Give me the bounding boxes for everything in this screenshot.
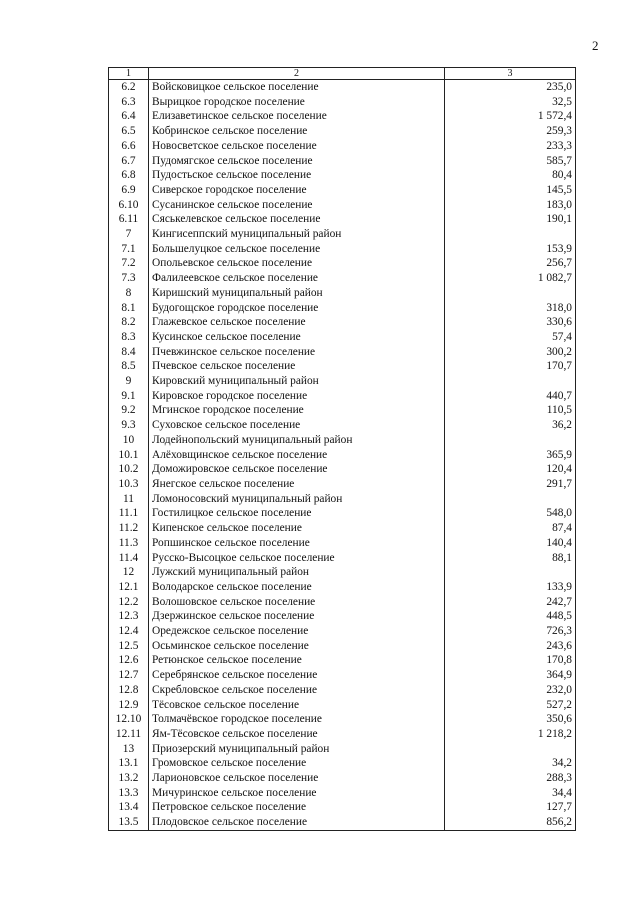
table-row — [109, 315, 576, 330]
row-number: 13.1 — [109, 756, 149, 771]
table-row — [109, 506, 576, 521]
table-row — [109, 227, 576, 242]
settlement-name: Кировское городское поселение — [149, 389, 445, 404]
settlement-name: Ларионовское сельское поселение — [149, 771, 445, 786]
amount-value: 34,2 — [445, 756, 576, 771]
settlement-name: Опольевское сельское поселение — [149, 256, 445, 271]
table-row — [109, 698, 576, 713]
amount-value: 36,2 — [445, 418, 576, 433]
row-number: 10.1 — [109, 448, 149, 463]
amount-value: 140,4 — [445, 536, 576, 551]
amount-value — [445, 433, 576, 448]
settlement-name: Толмачёвское городское поселение — [149, 712, 445, 727]
row-number: 6.2 — [109, 80, 149, 95]
amount-value: 726,3 — [445, 624, 576, 639]
table-row — [109, 580, 576, 595]
row-number: 12.11 — [109, 727, 149, 742]
row-number: 12.9 — [109, 698, 149, 713]
settlement-name: Киришский муниципальный район — [149, 286, 445, 301]
table-row — [109, 433, 576, 448]
table-body — [109, 68, 576, 831]
table-row — [109, 639, 576, 654]
row-number: 12.5 — [109, 639, 149, 654]
row-number: 9 — [109, 374, 149, 389]
settlement-name: Кипенское сельское поселение — [149, 521, 445, 536]
settlement-name: Кингисеппский муниципальный район — [149, 227, 445, 242]
table-row — [109, 683, 576, 698]
amount-value: 32,5 — [445, 95, 576, 110]
settlement-name: Громовское сельское поселение — [149, 756, 445, 771]
row-number: 13.3 — [109, 786, 149, 801]
table-row — [109, 815, 576, 830]
row-number: 11.1 — [109, 506, 149, 521]
table-row — [109, 271, 576, 286]
row-number: 6.10 — [109, 198, 149, 213]
amount-value — [445, 374, 576, 389]
amount-value: 448,5 — [445, 609, 576, 624]
amount-value: 233,3 — [445, 139, 576, 154]
row-number: 13.2 — [109, 771, 149, 786]
amount-value: 153,9 — [445, 242, 576, 257]
row-number: 6.4 — [109, 109, 149, 124]
row-number: 10.3 — [109, 477, 149, 492]
table-row — [109, 256, 576, 271]
settlement-name: Кобринское сельское поселение — [149, 124, 445, 139]
settlement-name: Лужский муниципальный район — [149, 565, 445, 580]
amount-value: 235,0 — [445, 80, 576, 95]
table-row — [109, 154, 576, 169]
amount-value: 300,2 — [445, 345, 576, 360]
row-number: 9.3 — [109, 418, 149, 433]
row-number: 8.5 — [109, 359, 149, 374]
table-row — [109, 624, 576, 639]
settlement-name: Большелуцкое сельское поселение — [149, 242, 445, 257]
amount-value — [445, 565, 576, 580]
settlement-name: Пчевское сельское поселение — [149, 359, 445, 374]
row-number: 6.9 — [109, 183, 149, 198]
row-number: 7 — [109, 227, 149, 242]
table-row — [109, 418, 576, 433]
table-row — [109, 712, 576, 727]
settlement-name: Алёховщинское сельское поселение — [149, 448, 445, 463]
table-row — [109, 551, 576, 566]
row-number: 12.6 — [109, 653, 149, 668]
settlement-name: Новосветское сельское поселение — [149, 139, 445, 154]
table-row — [109, 477, 576, 492]
amount-value — [445, 742, 576, 757]
table-row — [109, 462, 576, 477]
table-row — [109, 80, 576, 95]
amount-value: 34,4 — [445, 786, 576, 801]
settlement-name: Приозерский муниципальный район — [149, 742, 445, 757]
row-number: 12.3 — [109, 609, 149, 624]
table-row — [109, 374, 576, 389]
table-row — [109, 212, 576, 227]
settlement-name: Ям-Тёсовское сельское поселение — [149, 727, 445, 742]
row-number: 13.5 — [109, 815, 149, 830]
row-number: 11.4 — [109, 551, 149, 566]
page-number: 2 — [592, 38, 599, 53]
row-number: 6.7 — [109, 154, 149, 169]
amount-value: 318,0 — [445, 301, 576, 316]
settlement-name: Петровское сельское поселение — [149, 800, 445, 815]
amount-value — [445, 227, 576, 242]
amount-value: 145,5 — [445, 183, 576, 198]
settlement-name: Елизаветинское сельское поселение — [149, 109, 445, 124]
row-number: 12.4 — [109, 624, 149, 639]
settlement-name: Вырицкое городское поселение — [149, 95, 445, 110]
table-row — [109, 536, 576, 551]
amount-value: 259,3 — [445, 124, 576, 139]
settlement-name: Пудомягское сельское поселение — [149, 154, 445, 169]
settlement-name: Лодейнопольский муниципальный район — [149, 433, 445, 448]
settlement-name: Кусинское сельское поселение — [149, 330, 445, 345]
table-header-row — [109, 68, 576, 80]
amount-value: 80,4 — [445, 168, 576, 183]
amount-value: 88,1 — [445, 551, 576, 566]
row-number: 6.6 — [109, 139, 149, 154]
table-row — [109, 109, 576, 124]
table-row — [109, 668, 576, 683]
table-row — [109, 330, 576, 345]
row-number: 11.2 — [109, 521, 149, 536]
settlement-name: Кировский муниципальный район — [149, 374, 445, 389]
amount-value: 256,7 — [445, 256, 576, 271]
table-row — [109, 359, 576, 374]
settlement-name: Скребловское сельское поселение — [149, 683, 445, 698]
amount-value: 170,8 — [445, 653, 576, 668]
settlement-name: Пудостьское сельское поселение — [149, 168, 445, 183]
row-number: 10.2 — [109, 462, 149, 477]
settlement-name: Ропшинское сельское поселение — [149, 536, 445, 551]
table-row — [109, 800, 576, 815]
settlement-name: Плодовское сельское поселение — [149, 815, 445, 830]
amount-value — [445, 492, 576, 507]
settlement-name: Русско-Высоцкое сельское поселение — [149, 551, 445, 566]
amount-value: 440,7 — [445, 389, 576, 404]
table-row — [109, 345, 576, 360]
row-number: 12.8 — [109, 683, 149, 698]
table-row — [109, 786, 576, 801]
row-number: 8.4 — [109, 345, 149, 360]
row-number: 12.2 — [109, 595, 149, 610]
row-number: 8 — [109, 286, 149, 301]
settlement-name: Глажевское сельское поселение — [149, 315, 445, 330]
table-row — [109, 492, 576, 507]
table-row — [109, 727, 576, 742]
table-row — [109, 595, 576, 610]
allocation-table — [108, 67, 576, 831]
amount-value: 183,0 — [445, 198, 576, 213]
settlement-name: Пчевжинское сельское поселение — [149, 345, 445, 360]
settlement-name: Доможировское сельское поселение — [149, 462, 445, 477]
row-number: 6.11 — [109, 212, 149, 227]
table-row — [109, 653, 576, 668]
row-number: 8.3 — [109, 330, 149, 345]
amount-value: 243,6 — [445, 639, 576, 654]
row-number: 9.2 — [109, 403, 149, 418]
settlement-name: Волошовское сельское поселение — [149, 595, 445, 610]
table-row — [109, 403, 576, 418]
table-row — [109, 168, 576, 183]
amount-value: 170,7 — [445, 359, 576, 374]
row-number: 8.2 — [109, 315, 149, 330]
row-number: 6.3 — [109, 95, 149, 110]
amount-value: 133,9 — [445, 580, 576, 595]
table-row — [109, 448, 576, 463]
row-number: 8.1 — [109, 301, 149, 316]
table-row — [109, 242, 576, 257]
amount-value: 364,9 — [445, 668, 576, 683]
amount-value: 87,4 — [445, 521, 576, 536]
table-row — [109, 183, 576, 198]
amount-value: 288,3 — [445, 771, 576, 786]
table-row — [109, 742, 576, 757]
table-row — [109, 609, 576, 624]
settlement-name: Сиверское городское поселение — [149, 183, 445, 198]
settlement-name: Дзержинское сельское поселение — [149, 609, 445, 624]
amount-value: 527,2 — [445, 698, 576, 713]
settlement-name: Володарское сельское поселение — [149, 580, 445, 595]
settlement-name: Войсковицкое сельское поселение — [149, 80, 445, 95]
settlement-name: Мгинское городское поселение — [149, 403, 445, 418]
settlement-name: Ломоносовский муниципальный район — [149, 492, 445, 507]
amount-value: 110,5 — [445, 403, 576, 418]
row-number: 12.1 — [109, 580, 149, 595]
row-number: 11 — [109, 492, 149, 507]
amount-value: 127,7 — [445, 800, 576, 815]
row-number: 6.8 — [109, 168, 149, 183]
table-row — [109, 286, 576, 301]
amount-value: 350,6 — [445, 712, 576, 727]
table-row — [109, 124, 576, 139]
settlement-name: Осьминское сельское поселение — [149, 639, 445, 654]
settlement-name: Гостилицкое сельское поселение — [149, 506, 445, 521]
amount-value: 190,1 — [445, 212, 576, 227]
amount-value: 585,7 — [445, 154, 576, 169]
table-row — [109, 95, 576, 110]
amount-value: 548,0 — [445, 506, 576, 521]
amount-value: 120,4 — [445, 462, 576, 477]
row-number: 13 — [109, 742, 149, 757]
amount-value: 57,4 — [445, 330, 576, 345]
settlement-name: Тёсовское сельское поселение — [149, 698, 445, 713]
amount-value: 1 572,4 — [445, 109, 576, 124]
amount-value: 856,2 — [445, 815, 576, 830]
settlement-name: Янегское сельское поселение — [149, 477, 445, 492]
settlement-name: Фалилеевское сельское поселение — [149, 271, 445, 286]
table-row — [109, 771, 576, 786]
table-row — [109, 139, 576, 154]
amount-value — [445, 286, 576, 301]
row-number: 6.5 — [109, 124, 149, 139]
row-number: 12.10 — [109, 712, 149, 727]
amount-value: 232,0 — [445, 683, 576, 698]
settlement-name: Будогощское городское поселение — [149, 301, 445, 316]
row-number: 7.3 — [109, 271, 149, 286]
settlement-name: Суховское сельское поселение — [149, 418, 445, 433]
amount-value: 330,6 — [445, 315, 576, 330]
settlement-name: Серебрянское сельское поселение — [149, 668, 445, 683]
settlement-name: Сяськелевское сельское поселение — [149, 212, 445, 227]
table-row — [109, 198, 576, 213]
settlement-name: Сусанинское сельское поселение — [149, 198, 445, 213]
header-col-2: 2 — [149, 68, 445, 80]
row-number: 7.2 — [109, 256, 149, 271]
row-number: 9.1 — [109, 389, 149, 404]
table-row — [109, 389, 576, 404]
row-number: 11.3 — [109, 536, 149, 551]
row-number: 13.4 — [109, 800, 149, 815]
amount-value: 291,7 — [445, 477, 576, 492]
row-number: 12.7 — [109, 668, 149, 683]
header-col-1: 1 — [109, 68, 149, 80]
amount-value: 242,7 — [445, 595, 576, 610]
amount-value: 365,9 — [445, 448, 576, 463]
settlement-name: Оредежское сельское поселение — [149, 624, 445, 639]
amount-value: 1 082,7 — [445, 271, 576, 286]
row-number: 7.1 — [109, 242, 149, 257]
amount-value: 1 218,2 — [445, 727, 576, 742]
table-row — [109, 756, 576, 771]
settlement-name: Мичуринское сельское поселение — [149, 786, 445, 801]
settlement-name: Ретюнское сельское поселение — [149, 653, 445, 668]
row-number: 10 — [109, 433, 149, 448]
row-number: 12 — [109, 565, 149, 580]
header-col-3: 3 — [445, 68, 576, 80]
table-row — [109, 565, 576, 580]
table-row — [109, 301, 576, 316]
table-row — [109, 521, 576, 536]
